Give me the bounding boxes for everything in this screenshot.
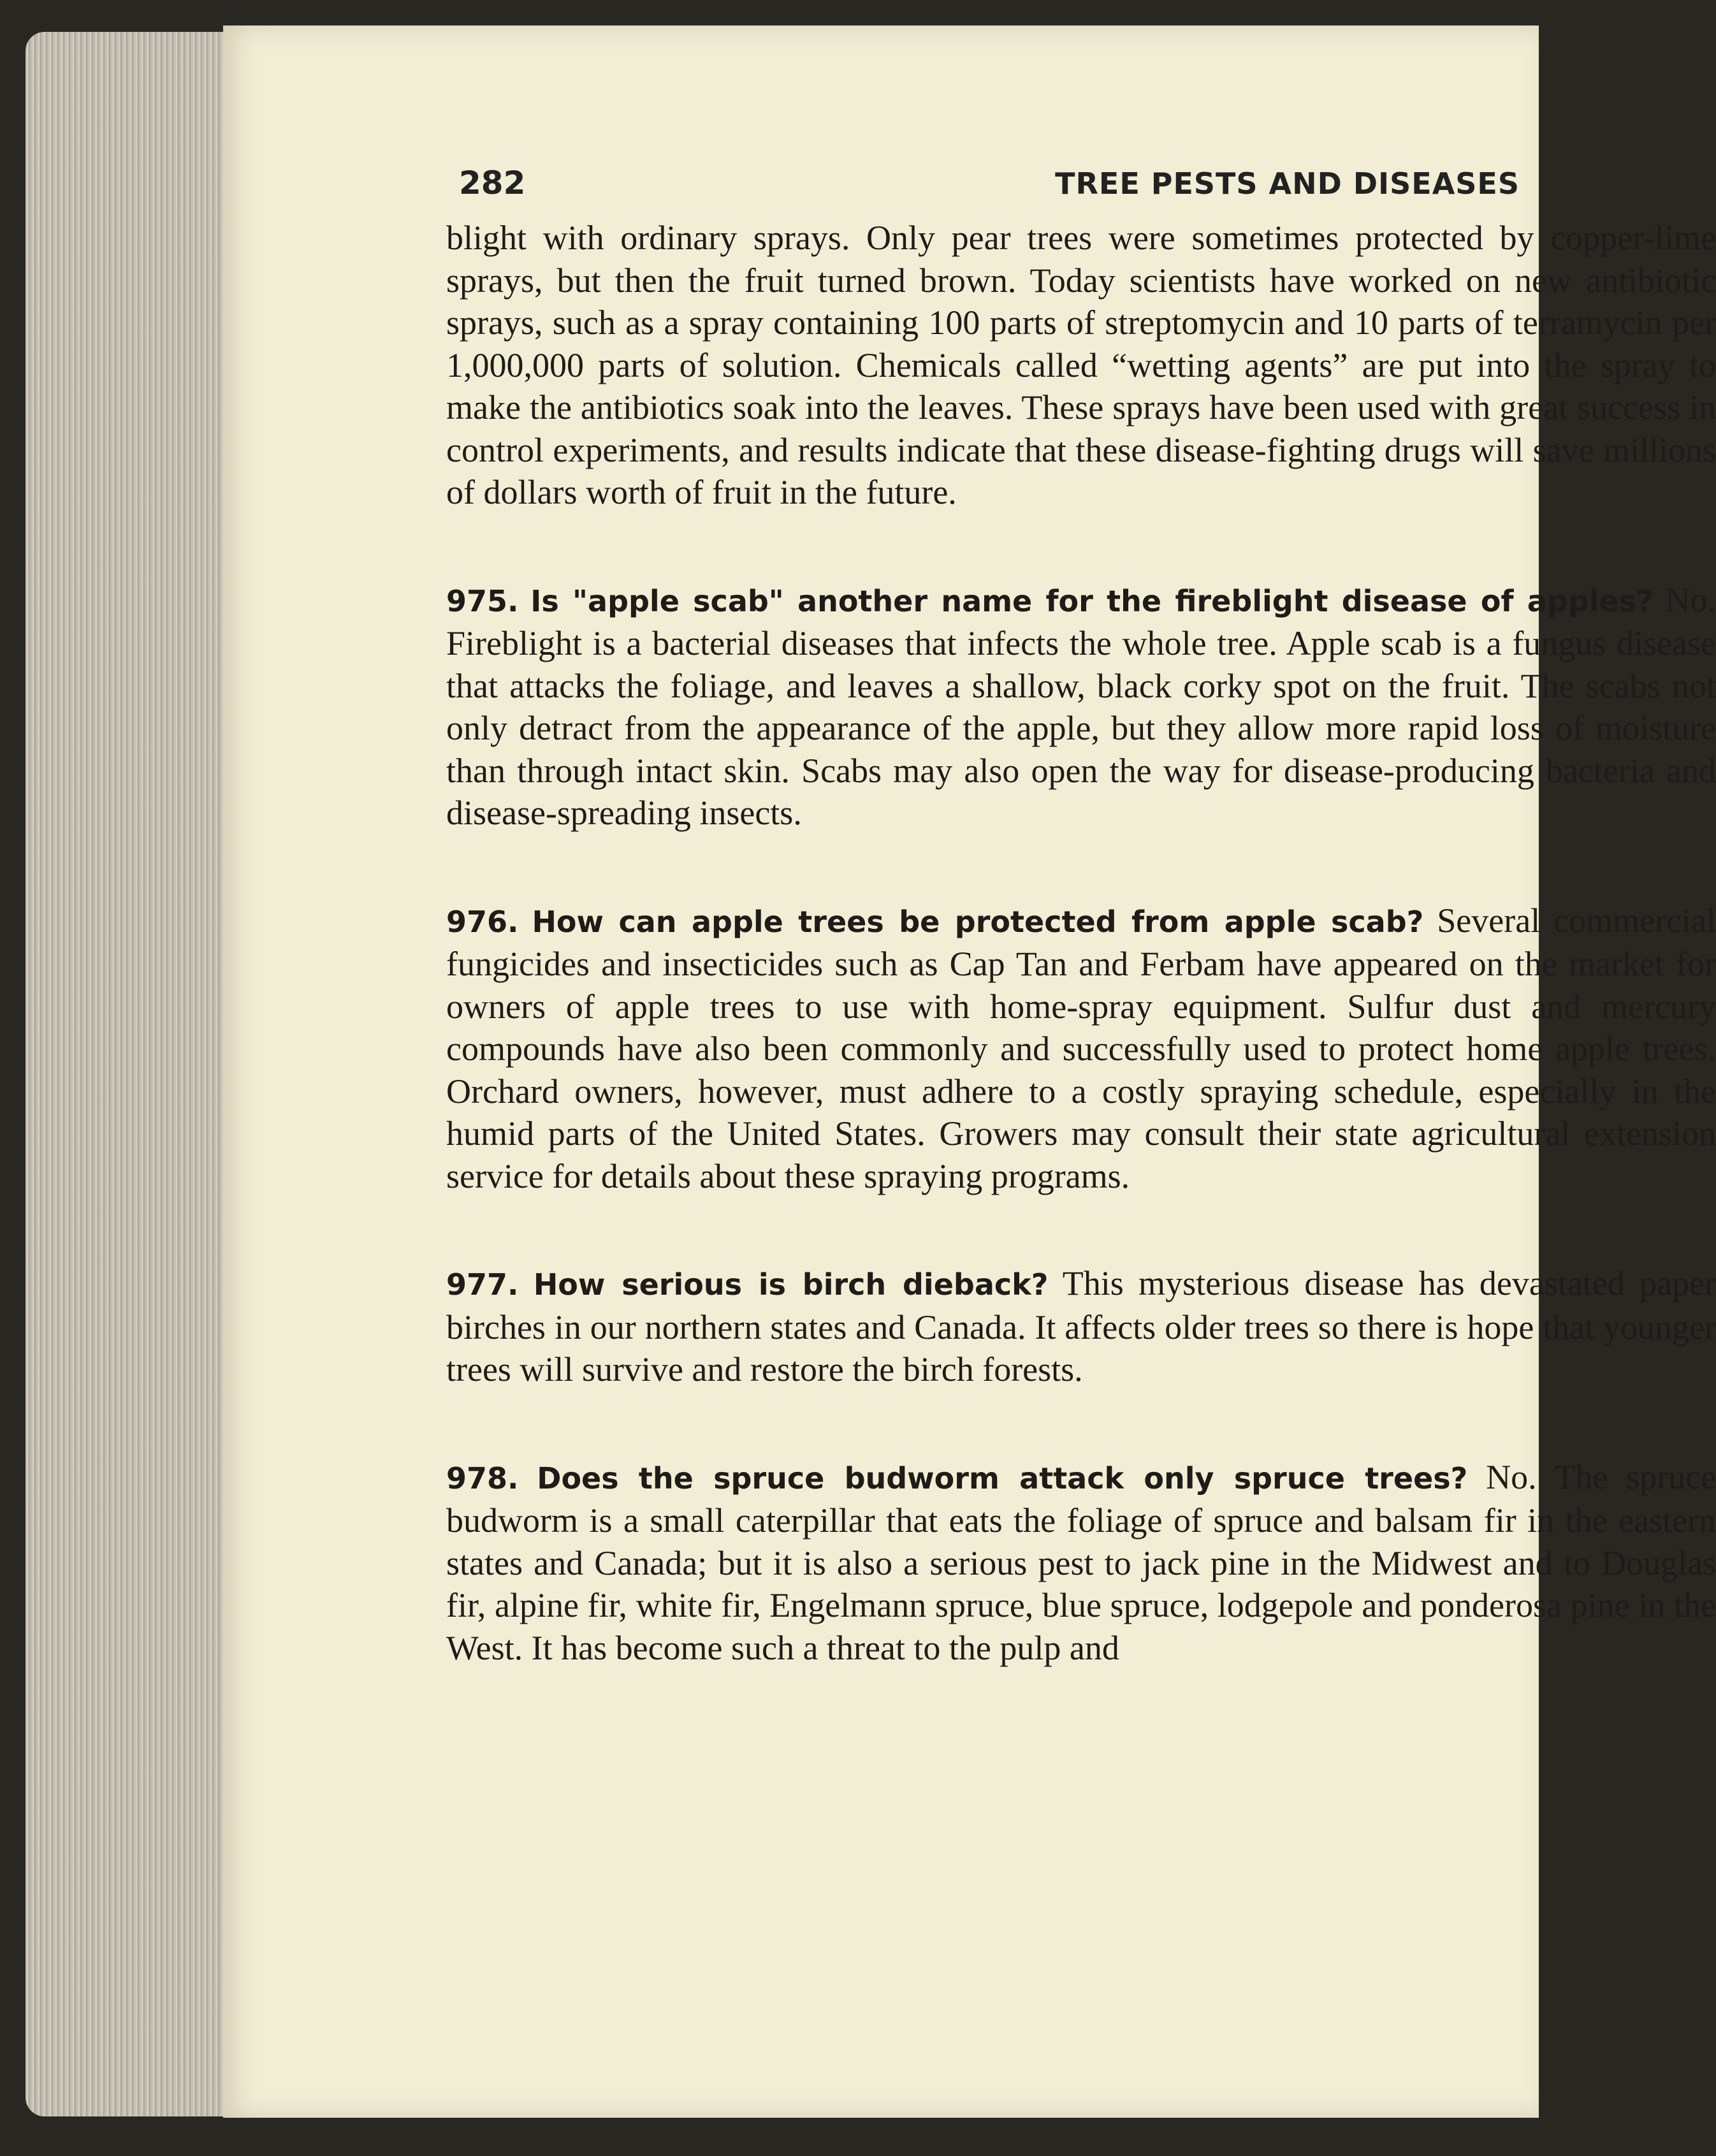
page-content bbox=[446, 217, 1716, 1734]
answer-text: Several commercial fungicides and insecticides such as Cap Tan and Ferbam have appeared on the market for owners of apple trees to use with home-spray equipment. Sulfur dust and mercury compounds have also been commonly and successfully used to protect home apple trees. Orchard owners, however, must adhere to a costly spraying schedule, especially in the humid parts of the United States. Growers may consult their state agricultural extension service for details about these spraying programs. bbox=[446, 901, 1716, 1195]
entry-977 bbox=[446, 1262, 1716, 1391]
entry-975 bbox=[446, 579, 1716, 834]
question-text: Is "apple scab" another name for the fireblight disease of apples? bbox=[530, 583, 1654, 618]
question-text: How can apple trees be protected from apple scab? bbox=[532, 904, 1424, 939]
intro-paragraph bbox=[446, 217, 1716, 514]
page-edges bbox=[25, 32, 236, 2116]
answer-text: No. The spruce budworm is a small caterpillar that eats the foliage of spruce and balsam fir in the eastern states and Canada; but it is also a serious pest to jack pine in the Midwest and to Douglas fir, alpine fir, white fir, Engelmann spruce, blue spruce, lodgepole and ponderosa pine in the West. It has become such a threat to the pulp and bbox=[446, 1457, 1716, 1667]
answer-text: No. Fireblight is a bacterial diseases that infects the whole tree. Apple scab is a fungus disease that attacks the foliage, and leaves a shallow, black corky spot on the fruit. The scabs not only detract from the appearance of the apple, but they allow more rapid loss of moisture than through intact skin. Scabs may also open the way for disease-producing bacteria and disease-spreading insects. bbox=[446, 580, 1716, 832]
page-number: 282 bbox=[459, 164, 526, 201]
question-number: 977. bbox=[446, 1267, 519, 1302]
entry-976 bbox=[446, 900, 1716, 1198]
answer-text: This mysterious disease has devastated paper birches in our northern states and Canada. It affects older trees so there is hope that younger trees will survive and restore the birch forests. bbox=[446, 1264, 1716, 1388]
question-number: 976. bbox=[446, 904, 519, 939]
question-number: 975. bbox=[446, 583, 519, 618]
question-number: 978. bbox=[446, 1460, 519, 1496]
intro-text: blight with ordinary sprays. Only pear trees were sometimes protected by copper-lime sprays, but then the fruit turned brown. Today scientists have worked on new antibiotic sprays, such as a spray containing 100 parts of streptomycin and 10 parts of terramycin per 1,000,000 parts of solution. Chemicals called “wetting agents” are put into the spray to make the antibiotics soak into the leaves. These sprays have been used with great success in control experiments, and results indicate that these disease-fighting drugs will save millions of dollars worth of fruit in the future. bbox=[446, 219, 1716, 511]
section-title: TREE PESTS AND DISEASES bbox=[1055, 166, 1520, 201]
book-page bbox=[223, 25, 1716, 2118]
question-text: Does the spruce budworm attack only spruce trees? bbox=[537, 1460, 1468, 1496]
question-text: How serious is birch dieback? bbox=[533, 1267, 1049, 1302]
entry-978 bbox=[446, 1456, 1716, 1670]
running-head bbox=[459, 164, 1520, 201]
